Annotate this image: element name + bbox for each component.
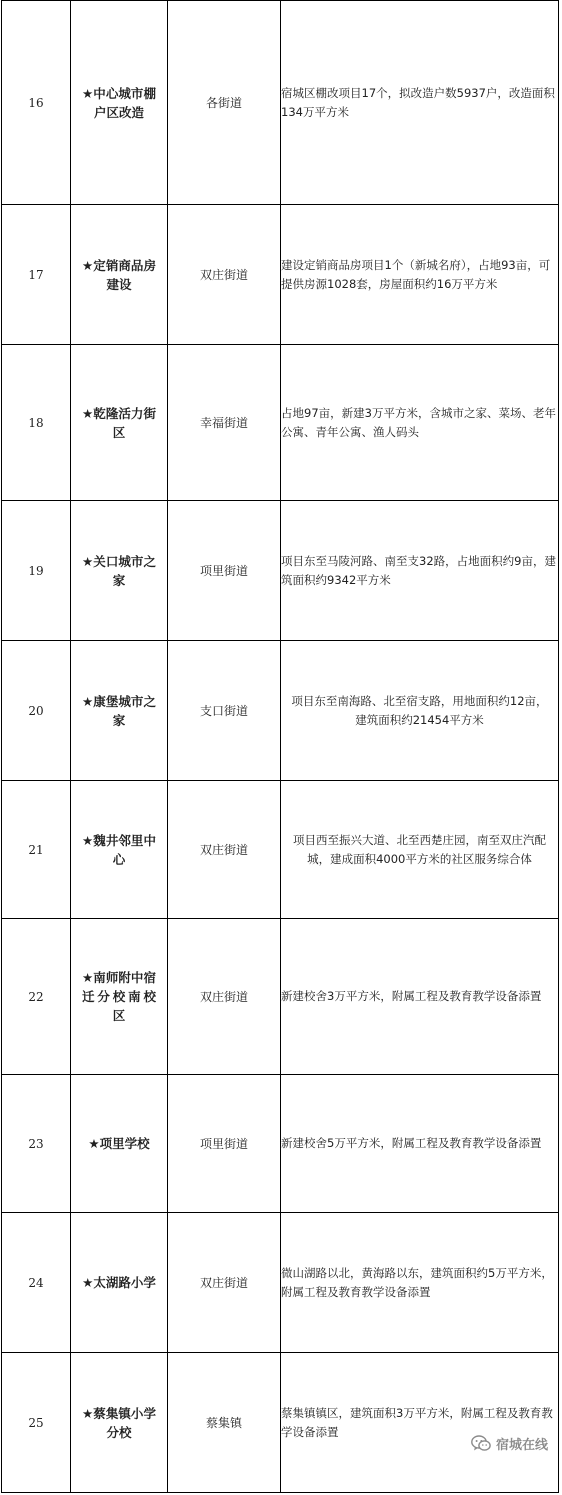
row-number: 24 <box>2 1213 71 1353</box>
watermark <box>471 1434 548 1453</box>
description-cell: 项目东至马陵河路、南至支32路，占地面积约9亩，建筑面积约9342平方米 <box>281 501 559 641</box>
area-cell: 双庄街道 <box>168 781 281 919</box>
watermark-text: 宿城在线 <box>495 1438 548 1453</box>
description-cell: 新建校舍5万平方米，附属工程及教育教学设备添置 <box>281 1075 559 1213</box>
table-row <box>2 1 559 205</box>
description-cell: 宿城区棚改项目17个，拟改造户数5937户，改造面积134万平方米 <box>281 1 559 205</box>
area-cell: 幸福街道 <box>168 345 281 501</box>
area-cell: 项里街道 <box>168 1075 281 1213</box>
project-name: ★定销商品房建设 <box>82 257 156 292</box>
table-row <box>2 501 559 641</box>
description-cell: 项目东至南海路、北至宿支路，用地面积约12亩，建筑面积约21454平方米 <box>281 641 559 781</box>
row-number: 17 <box>2 205 71 345</box>
area-cell: 双庄街道 <box>168 919 281 1075</box>
project-table <box>1 0 559 1493</box>
project-name: ★康堡城市之家 <box>82 693 156 728</box>
row-number: 20 <box>2 641 71 781</box>
table-row <box>2 781 559 919</box>
table-row <box>2 1213 559 1353</box>
description-cell: 微山湖路以北，黄海路以东，建筑面积约5万平方米，附属工程及教育教学设备添置 <box>281 1213 559 1353</box>
project-name: ★南师附中宿迁分校南校区 <box>82 970 156 1023</box>
area-cell: 蔡集镇 <box>168 1353 281 1493</box>
area-cell: 双庄街道 <box>168 1213 281 1353</box>
table-row <box>2 919 559 1075</box>
area-cell: 双庄街道 <box>168 205 281 345</box>
table-row <box>2 641 559 781</box>
project-name: ★关口城市之家 <box>82 553 156 588</box>
row-number: 16 <box>2 1 71 205</box>
table-row <box>2 345 559 501</box>
row-number: 23 <box>2 1075 71 1213</box>
project-name: ★太湖路小学 <box>82 1275 156 1290</box>
row-number: 18 <box>2 345 71 501</box>
area-cell: 项里街道 <box>168 501 281 641</box>
project-name: ★蔡集镇小学分校 <box>82 1405 156 1440</box>
project-name: ★项里学校 <box>88 1136 150 1151</box>
area-cell: 各街道 <box>168 1 281 205</box>
description-cell: 蔡集镇镇区，建筑面积3万平方米，附属工程及教育教学设备添置 <box>281 1353 559 1493</box>
table-row <box>2 1353 559 1493</box>
row-number: 21 <box>2 781 71 919</box>
row-number: 25 <box>2 1353 71 1493</box>
area-cell: 支口街道 <box>168 641 281 781</box>
description-cell: 新建校舍3万平方米，附属工程及教育教学设备添置 <box>281 919 559 1075</box>
description-cell: 占地97亩，新建3万平方米，含城市之家、菜场、老年公寓、青年公寓、渔人码头 <box>281 345 559 501</box>
project-name: ★乾隆活力街区 <box>82 405 156 440</box>
description-cell: 项目西至振兴大道、北至西楚庄园，南至双庄汽配城，建成面积4000平方米的社区服务综合体 <box>281 781 559 919</box>
description-cell: 建设定销商品房项目1个（新城名府），占地93亩，可提供房源1028套，房屋面积约16万平方米 <box>281 205 559 345</box>
row-number: 19 <box>2 501 71 641</box>
row-number: 22 <box>2 919 71 1075</box>
project-name: ★魏井邻里中心 <box>82 832 156 867</box>
table-row <box>2 1075 559 1213</box>
project-name: ★中心城市棚户区改造 <box>82 85 156 120</box>
table-row <box>2 205 559 345</box>
wechat-icon <box>471 1435 491 1452</box>
